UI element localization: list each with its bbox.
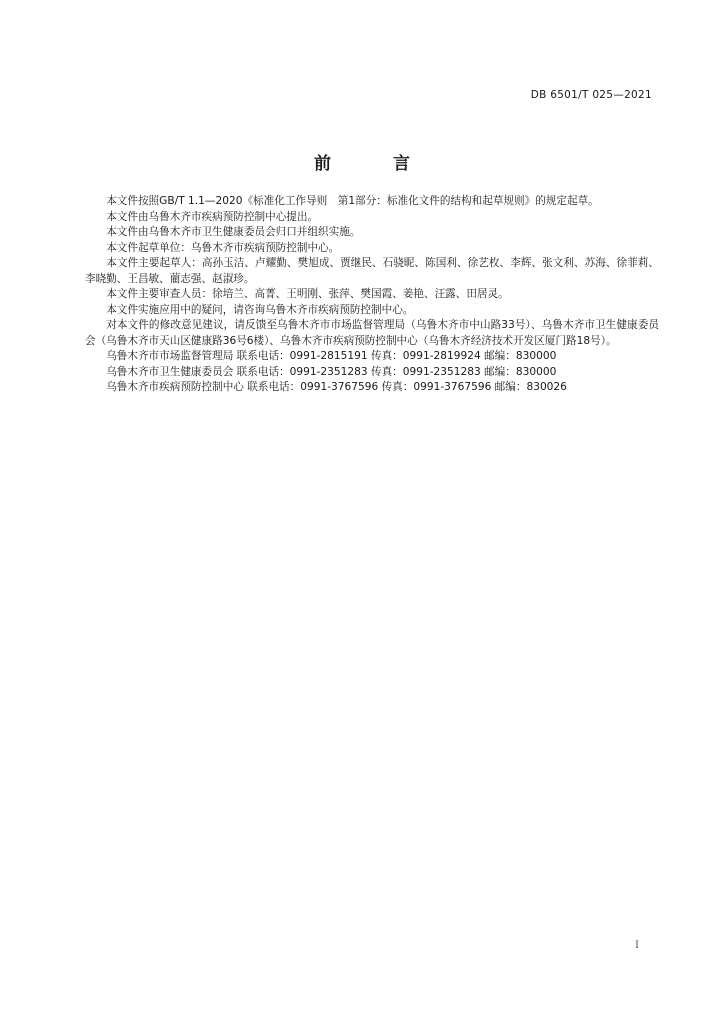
- contact-line-cdc: 乌鲁木齐市疾病预防控制中心 联系电话：0991-3767596 传真：0991-3767596 邮编：830026: [106, 381, 567, 393]
- paragraph-reviewers: 本文件主要审查人员：徐培兰、高菁、王明刚、张萍、樊国霞、姜艳、汪露、田居灵。: [106, 288, 509, 300]
- page-number: I: [635, 940, 639, 951]
- contact-line-market-supervision: 乌鲁木齐市市场监督管理局 联系电话：0991-2815191 传真：0991-2819924 邮编：830000: [106, 350, 557, 362]
- paragraph-inquiry: 本文件实施应用中的疑问，请咨询乌鲁木齐市疾病预防控制中心。: [106, 303, 414, 316]
- paragraph-drafting-unit: 本文件起草单位：乌鲁木齐市疾病预防控制中心。: [106, 241, 340, 254]
- contact-line-health-commission: 乌鲁木齐市卫生健康委员会 联系电话：0991-2351283 传真：0991-2351283 邮编：830000: [106, 365, 557, 378]
- paragraph-proposer: 本文件由乌鲁木齐市疾病预防控制中心提出。: [106, 210, 319, 223]
- paragraph-drafters: 本文件主要起草人：高孙玉洁、卢耀勤、樊旭成、贾继民、石骁昵、陈国利、徐艺枚、李辉、张文利、苏海、徐菲莉、李晓勤、王昌敏、藺志强、赵淑珍。: [85, 257, 659, 285]
- paragraph-drafting-basis: 本文件按照GB/T 1.1—2020《标准化工作导则 第1部分：标准化文件的结构和起草规则》的规定起草。: [106, 195, 599, 207]
- document-code: DB 6501/T 025—2021: [530, 89, 652, 101]
- page-title: 前 言: [314, 154, 438, 174]
- paragraph-feedback: 对本文件的修改意见建议，请反馈至乌鲁木齐市市场监督管理局（乌鲁木齐市中山路33号）、乌鲁木齐市卫生健康委员会（乌鲁木齐市天山区健康路36号6楼）、乌鲁木齐市疾病预防控制中心（乌鲁木齐经济技术开发区厦门路18号）。: [85, 319, 659, 347]
- foreword-body: [85, 194, 659, 396]
- paragraph-administrator: 本文件由乌鲁木齐市卫生健康委员会归口并组织实施。: [106, 226, 361, 238]
